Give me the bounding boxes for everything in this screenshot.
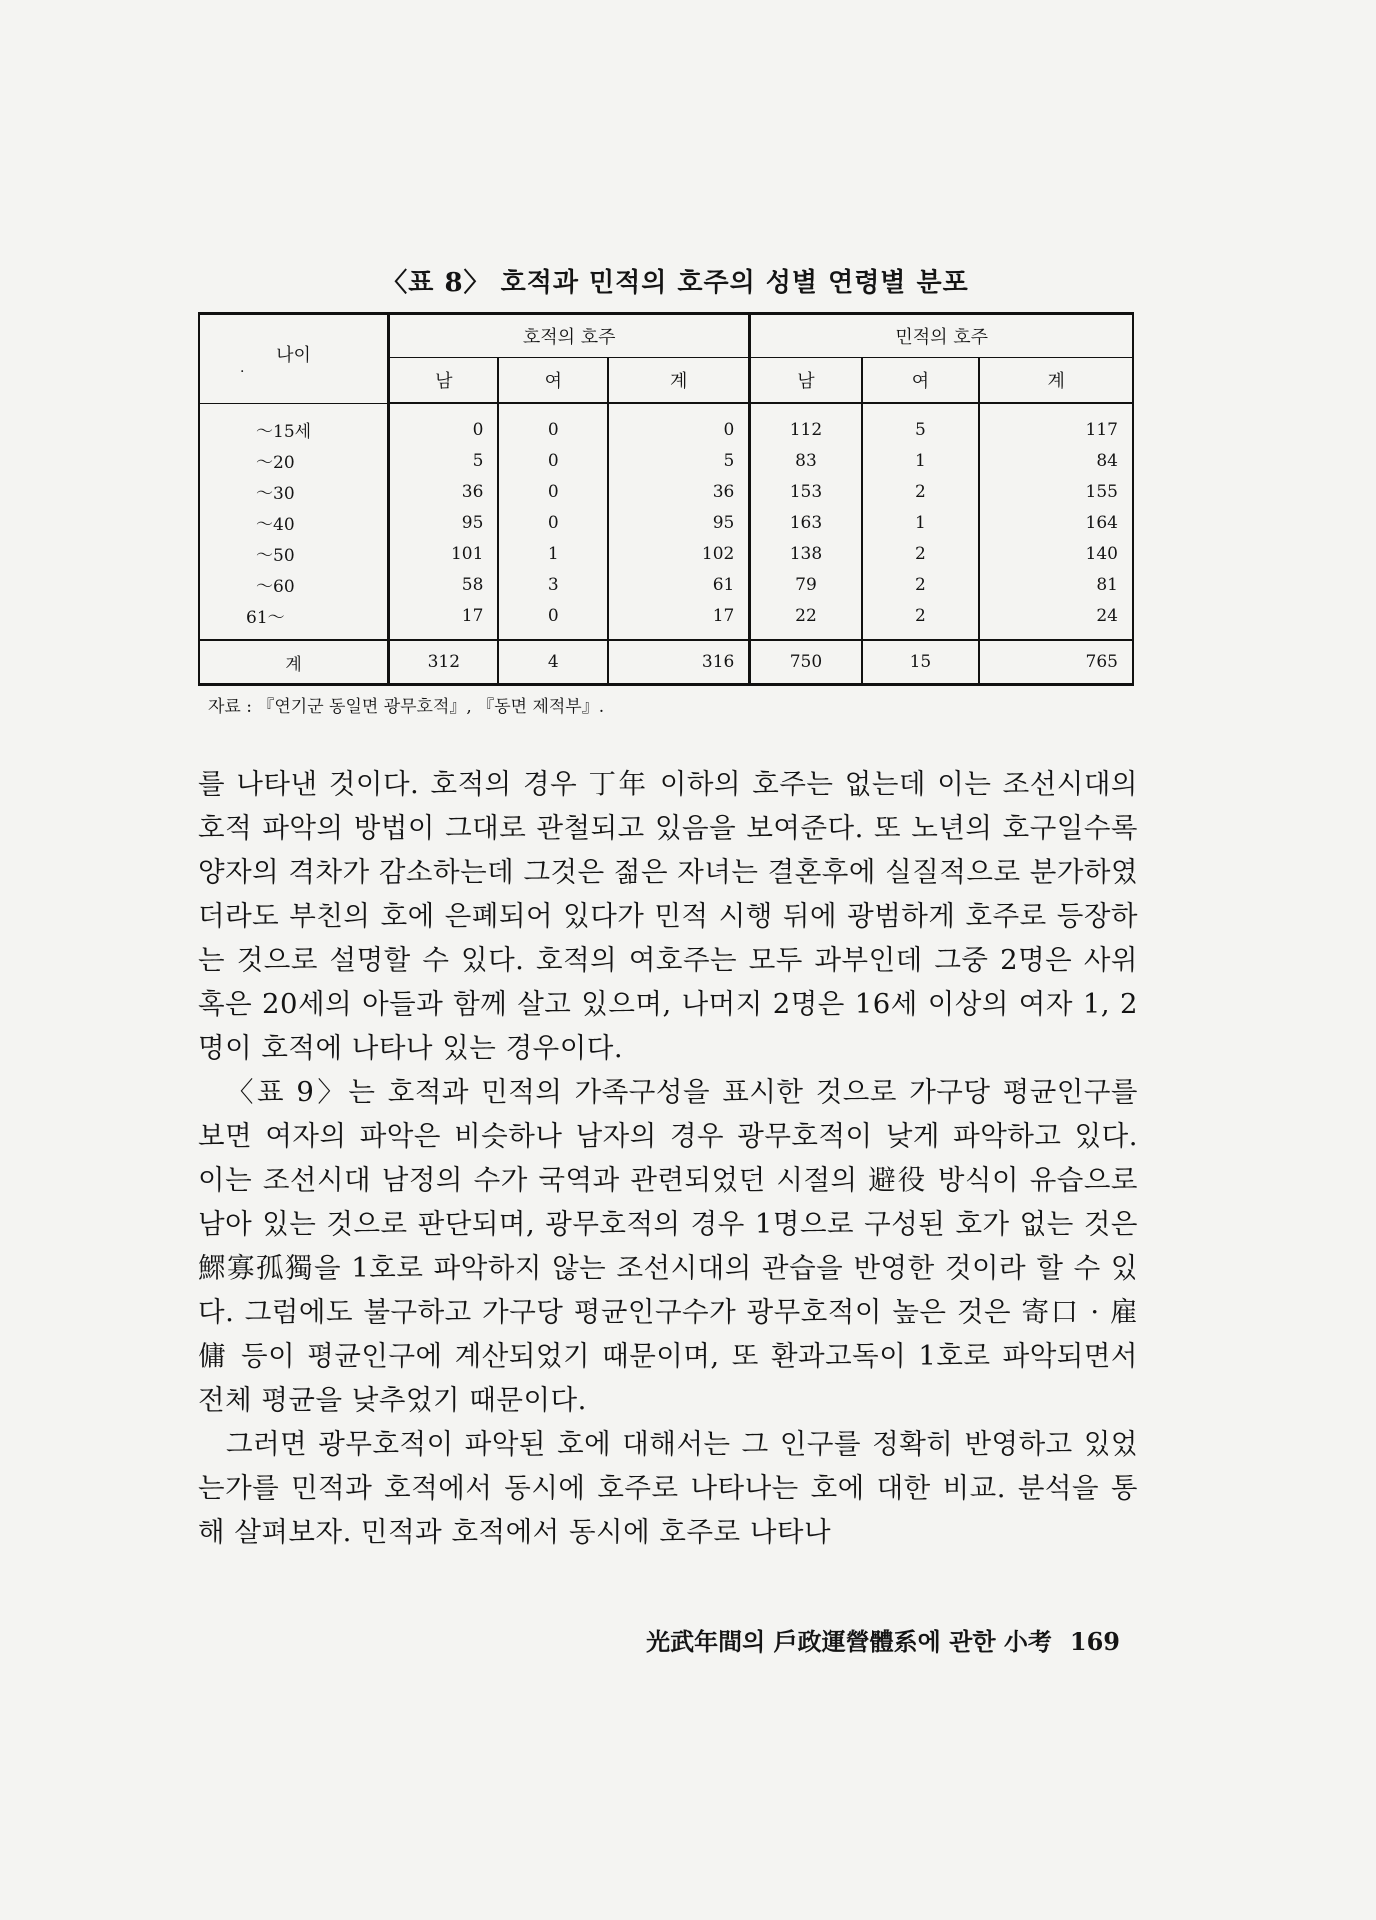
hojeok-male-total: 312 [389,640,499,685]
age-header-cell [199,314,389,404]
minjeok-total-cell: 164 [1085,512,1118,533]
householder-age-sex-table [198,312,1134,686]
page-number: 169 [1069,1627,1120,1656]
minjeok-male-cell: 138 [750,538,862,569]
minjeok-female-header: 여 [862,358,980,404]
total-label-cell: 계 [199,640,389,685]
hojeok-male-cell: 101 [389,538,499,569]
minjeok-male-cell: 153 [750,476,862,507]
paragraph-3: 그러면 광무호적이 파악된 호에 대해서는 그 인구를 정확히 반영하고 있었는가를 민적과 호적에서 동시에 호주로 나타나는 호에 대한 비교. 분석을 통해 살펴보자. 민적과 호적에서 동시에 호주로 나타나 [198,1428,1138,1548]
hojeok-grand-total: 316 [608,640,750,685]
minjeok-male-cell: 83 [750,445,862,476]
hojeok-female-cell: 0 [498,600,608,640]
table-row [199,538,1133,569]
minjeok-female-cell: 2 [862,476,980,507]
table-source-note: 자료 : 『연기군 동일면 광무호적』, 『동면 제적부』. [208,697,605,717]
hojeok-female-cell: 0 [498,476,608,507]
minjeok-male-cell: 163 [750,507,862,538]
minjeok-female-total: 15 [862,640,980,685]
hojeok-total-cell: 0 [608,403,750,445]
minjeok-female-cell: 1 [862,445,980,476]
hojeok-total-cell: 102 [608,538,750,569]
table-row [199,507,1133,538]
hojeok-male-cell: 36 [389,476,499,507]
hojeok-male-cell: 17 [389,600,499,640]
age-cell: ～60 [199,569,389,600]
hojeok-total-cell: 17 [608,600,750,640]
paragraph-2: 〈표 9〉는 호적과 민적의 가족구성을 표시한 것으로 가구당 평균인구를 보면 여자의 파악은 비슷하나 남자의 경우 광무호적이 낮게 파악하고 있다. 이는 조선시대 남정의 수가 국역과 관련되었던 시절의 避役 방식이 유습으로 남아 있는 것으로 판단되며, 광무호적의 경우 1명으로 구성된 호가 없는 것은 鰥寡孤獨을 1호로 파악하지 않는 조선시대의 관습을 반영한 것이라 할 수 있다. 그럼에도 불구하고 가구당 평균인구수가 광무호적이 높은 것은 寄口 · 雇傭 등이 평균인구에 계산되었기 때문이며, 또 환과고독이 1호로 파악되면서 전체 평균을 낮추었기 때문이다. [198,1076,1138,1416]
age-cell: ～50 [199,538,389,569]
hojeok-total-cell: 5 [608,445,750,476]
table-row [199,476,1133,507]
hojeok-female-header: 여 [498,358,608,404]
hojeok-male-cell: 95 [389,507,499,538]
paragraph-1: 를 나타낸 것이다. 호적의 경우 丁年 이하의 호주는 없는데 이는 조선시대의 호적 파악의 방법이 그대로 관철되고 있음을 보여준다. 또 노년의 호구일수록 양자의 격차가 감소하는데 그것은 젊은 자녀는 결혼후에 실질적으로 분가하였더라도 부친의 호에 은폐되어 있다가 민적 시행 뒤에 광범하게 호주로 등장하는 것으로 설명할 수 있다. 호적의 여호주는 모두 과부인데 그중 2명은 사위 혹은 20세의 아들과 함께 살고 있으며, 나머지 2명은 16세 이상의 여자 1, 2명이 호적에 나타나 있는 경우이다. [198,768,1139,1064]
hojeok-male-header: 남 [389,358,499,404]
hojeok-female-cell: 0 [498,445,608,476]
minjeok-male-cell: 79 [750,569,862,600]
table-row [199,403,1133,445]
age-cell: ～15세 [199,403,389,445]
minjeok-total-cell: 140 [1085,543,1118,564]
hojeok-group-header: 호적의 호주 [389,314,750,358]
minjeok-total-cell: 24 [1096,605,1118,626]
hojeok-male-cell: 0 [389,403,499,445]
minjeok-total-header: 계 [979,358,1133,404]
minjeok-total-cell: 117 [1085,419,1118,440]
running-title: 光武年間의 戶政運營體系에 관한 小考 [646,1627,1052,1656]
minjeok-total-cell: 155 [1085,481,1118,502]
age-cell: ～30 [199,476,389,507]
minjeok-female-cell: 2 [862,600,980,640]
hojeok-female-cell: 1 [498,538,608,569]
age-cell: 61～ [199,600,389,640]
minjeok-male-total: 750 [750,640,862,685]
minjeok-group-header: 민적의 호주 [750,314,1133,358]
table-title: 〈표 8〉 호적과 민적의 호주의 성별 연령별 분포 [381,268,969,298]
body-text [198,762,1138,1554]
hojeok-female-cell: 3 [498,569,608,600]
hojeok-total-cell: 61 [608,569,750,600]
age-cell: ～20 [199,445,389,476]
age-header: 나이 [276,344,311,366]
age-cell: ～40 [199,507,389,538]
header-dot: · [240,363,245,380]
minjeok-grand-total: 765 [979,640,1133,685]
hojeok-total-header: 계 [608,358,750,404]
hojeok-male-cell: 58 [389,569,499,600]
minjeok-female-cell: 1 [862,507,980,538]
minjeok-female-cell: 2 [862,569,980,600]
table-row [199,569,1133,600]
table-row [199,445,1133,476]
running-footer [600,1622,1120,1657]
hojeok-female-cell: 0 [498,403,608,445]
hojeok-female-total: 4 [498,640,608,685]
minjeok-total-cell: 81 [1096,574,1118,595]
minjeok-female-cell: 5 [862,403,980,445]
hojeok-total-cell: 36 [608,476,750,507]
minjeok-male-cell: 112 [750,403,862,445]
minjeok-male-cell: 22 [750,600,862,640]
hojeok-total-cell: 95 [608,507,750,538]
minjeok-female-cell: 2 [862,538,980,569]
total-row [199,640,1133,685]
hojeok-male-cell: 5 [389,445,499,476]
minjeok-male-header: 남 [750,358,862,404]
hojeok-female-cell: 0 [498,507,608,538]
minjeok-total-cell: 84 [1096,450,1118,471]
table-row [199,600,1133,640]
